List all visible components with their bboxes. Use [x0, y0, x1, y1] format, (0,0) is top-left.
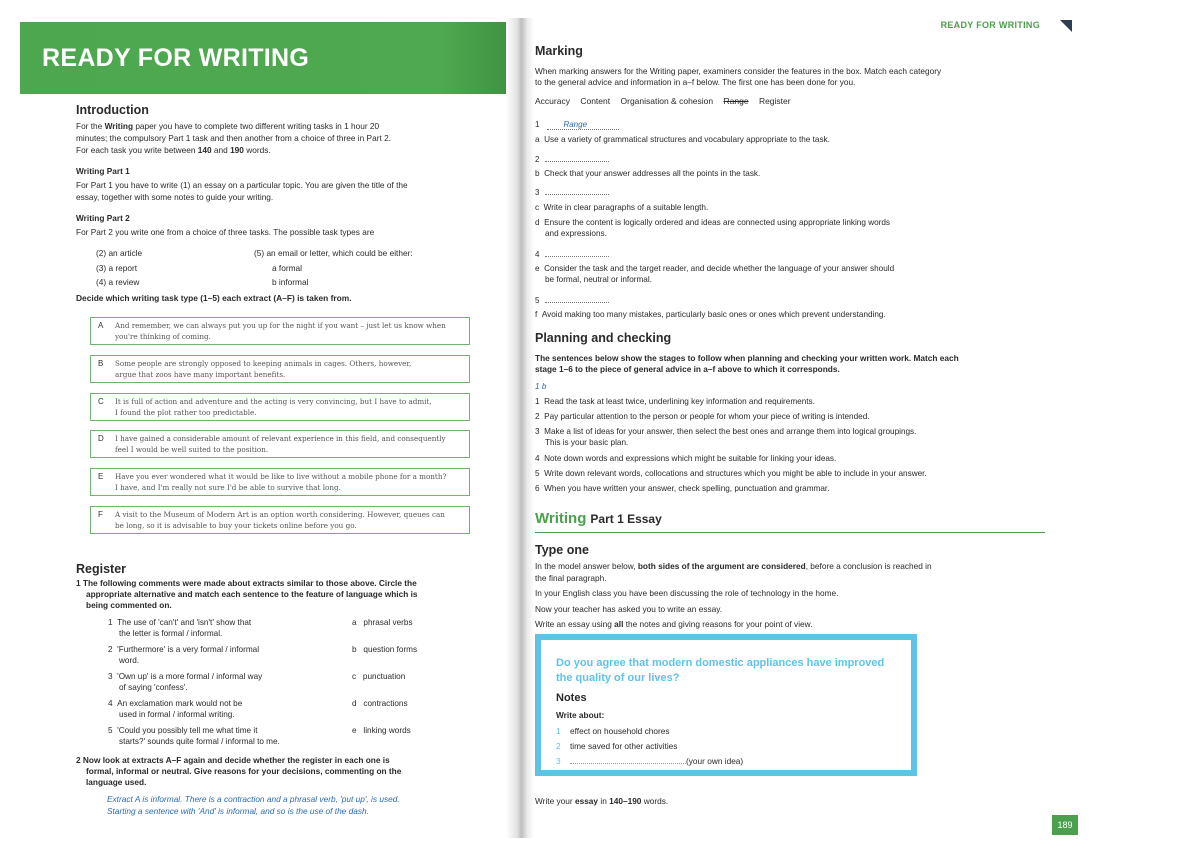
category-register: Register — [758, 96, 791, 106]
category-content: Content — [580, 96, 611, 106]
advice-f: f Avoid making too many mistakes, particularly basic ones or ones which prevent understanding. — [535, 310, 886, 319]
marking-intro: When marking answers for the Writing paper, examiners consider the features in the box. Match each category to the general advice and information in a–f below. The first one has been done for you. — [535, 66, 942, 87]
register-item-4: 4 An exclamation mark would not be used in formal / informal writing. — [108, 699, 243, 719]
notes-heading: Notes — [556, 692, 587, 704]
task-types-right: (5) an email or letter, which could be either: a formal b informal — [254, 248, 413, 287]
page-title: READY FOR WRITING — [42, 44, 310, 72]
page-number: 189 — [1052, 815, 1078, 835]
register-item-1: 1 The use of 'can't' and 'isn't' show that the letter is formal / informal. — [108, 618, 252, 638]
marking-blank-4: 4 — [535, 250, 609, 259]
writing-heading: Writing Part 1 Essay — [535, 510, 662, 527]
book-spine — [506, 18, 534, 838]
planning-step-6: 6 When you have written your answer, check spelling, punctuation and grammar. — [535, 484, 830, 493]
decide-instruction: Decide which writing task type (1–5) each extract (A–F) is taken from. — [76, 293, 352, 303]
register-section — [76, 562, 476, 576]
type-one-heading: Type one — [535, 543, 589, 557]
running-header: READY FOR WRITING — [940, 20, 1040, 30]
marking-heading: Marking — [535, 44, 583, 58]
intro-section — [76, 103, 476, 117]
advice-c: c Write in clear paragraphs of a suitable length. — [535, 203, 709, 212]
planning-intro: The sentences below show the stages to follow when planning and checking your written work. Match each stage 1–6 to the piece of general advice in a–f above to which it corresponds. — [535, 353, 959, 374]
register-item-2: 2 'Furthermore' is a very formal / informal word. — [108, 645, 260, 665]
advice-a: a Use a variety of grammatical structures and vocabulary appropriate to the task. — [535, 135, 830, 144]
register-item-3: 3 'Own up' is a more formal / informal way of saying 'confess'. — [108, 672, 263, 692]
feature-b: b question forms — [352, 645, 418, 654]
category-organisation: Organisation & cohesion — [620, 96, 714, 106]
planning-heading: Planning and checking — [535, 331, 672, 345]
register-example-answer: Extract A is informal. There is a contraction and a phrasal verb, 'put up', is used. Starting a sentence with 'And' is informal, and so is the use of the dash. — [107, 794, 400, 816]
feature-c: c punctuation — [352, 672, 406, 681]
planning-step-3: 3 Make a list of ideas for your answer, then select the best ones and arrange them into logical groupings. This is your basic plan. — [535, 427, 917, 447]
extract-D: D I have gained a considerable amount of relevant experience in this field, and consequently feel I would be well suited to the position. — [90, 430, 470, 458]
advice-d: d Ensure the content is logically ordered and ideas are connected using appropriate linking words and expressions. — [535, 218, 891, 238]
intro-paragraph: For the Writing paper you have to complete two different writing tasks in 1 hour 20 minutes; the compulsory Part 1 task and then another from a choice of three in Part 2. For each task you write between 140 and 190 words. — [76, 121, 391, 155]
planning-step-5: 5 Write down relevant words, collocations and structures which you might be able to include in your answer. — [535, 469, 927, 478]
essay-question: Do you agree that modern domestic appliances have improved the quality of our lives? — [556, 657, 885, 684]
note-2: 2 time saved for other activities — [556, 741, 678, 751]
marking-blank-1: 1 Range — [535, 120, 619, 130]
advice-e: e Consider the task and the target reader, and decide whether the language of your answer should be formal, neutral or informal. — [535, 264, 895, 284]
register-q2: 2 Now look at extracts A–F again and decide whether the register in each one is formal, informal or neutral. Give reasons for your decisions, commenting on the language used. — [76, 755, 402, 787]
advice-b: b Check that your answer addresses all the points in the task. — [535, 169, 761, 178]
writing-divider — [535, 532, 1045, 533]
extract-B: B Some people are strongly opposed to keeping animals in cages. Others, however, argue that zoos have many important benefits. — [90, 355, 470, 383]
marking-categories-box — [535, 96, 799, 106]
task-types-left: (2) an article (3) a report (4) a review — [96, 248, 143, 287]
register-q1: 1 The following comments were made about extracts similar to those above. Circle the appropriate alternative and match each sentence to the feature of language which is being commented on. — [76, 578, 418, 610]
essay-question-box — [535, 634, 917, 776]
note-1: 1 effect on household chores — [556, 726, 670, 736]
marking-blank-2: 2 — [535, 155, 609, 164]
register-heading: Register — [76, 562, 127, 576]
intro-heading: Introduction — [76, 103, 149, 117]
planning-step-4: 4 Note down words and expressions which might be suitable for linking your ideas. — [535, 454, 837, 463]
title-banner — [20, 22, 516, 94]
feature-a: a phrasal verbs — [352, 618, 413, 627]
category-accuracy: Accuracy — [535, 96, 570, 106]
type-one-paragraph: In the model answer below, both sides of the argument are considered, before a conclusion is reached in the final paragraph. In your English class you have been discussing the role of technology in the home. Now your teacher has asked you to write an essay. Write an essay using all the notes and giving reasons for your point of view. — [535, 561, 932, 629]
planning-step-1: 1 Read the task at least twice, underlining key information and requirements. — [535, 397, 815, 406]
extract-C: C It is full of action and adventure and the acting is very convincing, but I have to admit, I found the plot rather too predictable. — [90, 393, 470, 421]
category-range: Range — [723, 96, 749, 106]
extract-E: E Have you ever wondered what it would be like to live without a mobile phone for a month? I have, and I'm really not sure I'd be able to survive that long. — [90, 468, 470, 496]
feature-e: e linking words — [352, 726, 411, 735]
extract-A: A And remember, we can always put you up for the night if you want – just let us know when you're thinking of coming. — [90, 317, 470, 345]
marking-blank-5: 5 — [535, 296, 609, 305]
planning-example: 1 b — [535, 382, 547, 391]
register-item-5: 5 'Could you possibly tell me what time it starts?' sounds quite formal / informal to me. — [108, 726, 280, 746]
marking-blank-3: 3 — [535, 188, 609, 197]
write-about-label: Write about: — [556, 710, 605, 720]
word-count-instruction: Write your essay in 140–190 words. — [535, 796, 669, 806]
corner-triangle-icon — [1060, 20, 1072, 32]
note-3: 3 (your own idea) — [556, 756, 744, 766]
feature-d: d contractions — [352, 699, 408, 708]
writing-part2-block: Writing Part 2 For Part 2 you write one from a choice of three tasks. The possible task types are — [76, 213, 375, 237]
writing-part1-block: Writing Part 1 For Part 1 you have to write (1) an essay on a particular topic. You are given the title of the essay, together with some notes to guide your writing. — [76, 166, 408, 202]
extract-F: F A visit to the Museum of Modern Art is an option worth considering. However, queues can be long, so it is advisable to buy your tickets online before you go. — [90, 506, 470, 534]
planning-step-2: 2 Pay particular attention to the person or people for whom your piece of writing is intended. — [535, 412, 870, 421]
